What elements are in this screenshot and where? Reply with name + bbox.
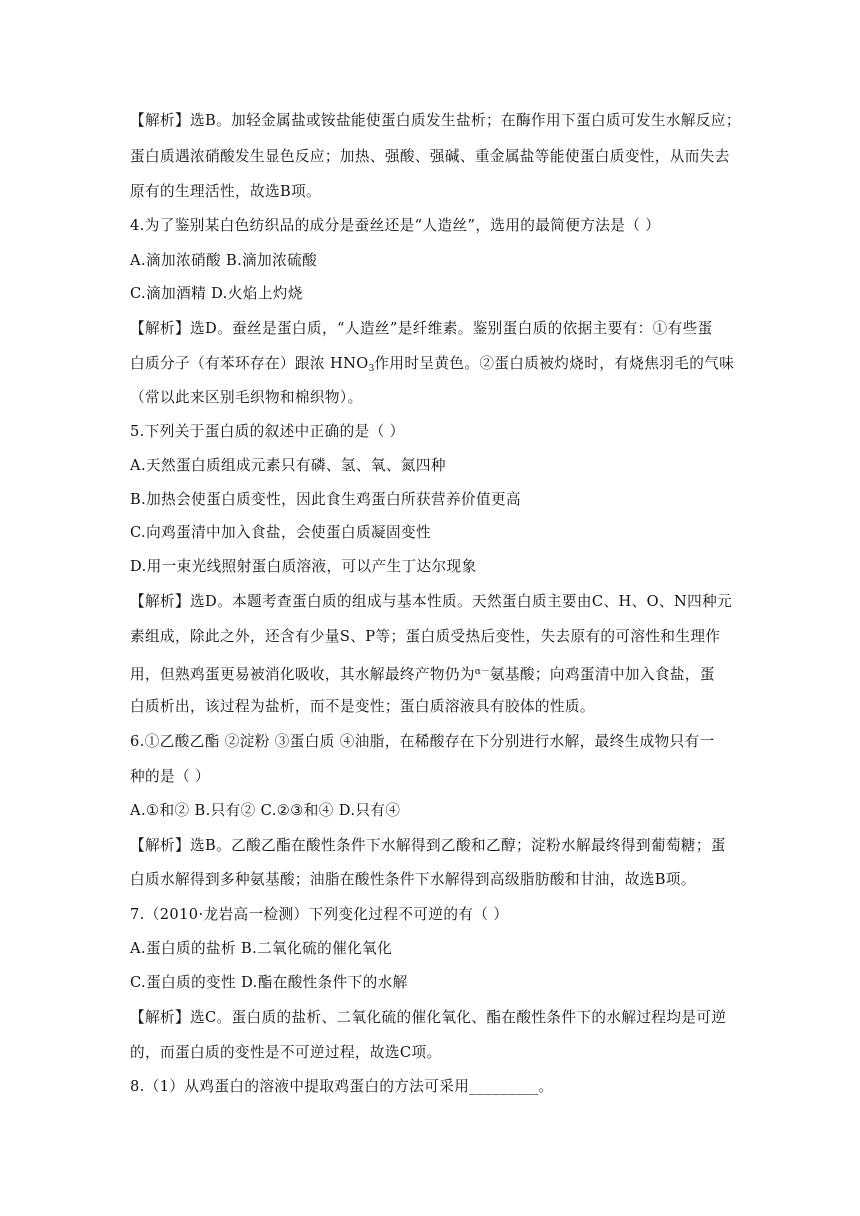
question-7-options-ab: A.蛋白质的盐析 B.二氧化硫的催化氧化 bbox=[130, 940, 393, 957]
analysis-q5-line-1: 【解析】选D。本题考查蛋白质的组成与基本性质。天然蛋白质主要由C、H、O、N四种元 bbox=[130, 593, 733, 610]
question-5-option-c: C.向鸡蛋清中加入食盐，会使蛋白质凝固变性 bbox=[130, 524, 431, 541]
text-segment: 作用时呈黄色。②蛋白质被灼烧时，有烧焦羽毛的气味 bbox=[374, 355, 735, 372]
question-7-options-cd: C.蛋白质的变性 D.酯在酸性条件下的水解 bbox=[130, 974, 408, 991]
question-5-option-b: B.加热会使蛋白质变性，因此食生鸡蛋白所获营养价值更高 bbox=[130, 491, 522, 508]
text-segment: 氨基酸；向鸡蛋清中加入食盐，蛋 bbox=[489, 666, 715, 683]
analysis-q4-line-2 bbox=[130, 354, 740, 379]
subscript: 3 bbox=[368, 364, 375, 374]
question-7-stem: 7.（2010·龙岩高一检测）下列变化过程不可逆的有（ ） bbox=[130, 906, 509, 923]
analysis-q6-line-1: 【解析】选B。乙酸乙酯在酸性条件下水解得到乙酸和乙醇；淀粉水解最终得到葡萄糖；蛋 bbox=[130, 837, 726, 854]
question-6-stem-line-2: 种的是（ ） bbox=[130, 768, 211, 785]
analysis-q3-line-3: 原有的生理活性，故选B项。 bbox=[130, 183, 322, 200]
analysis-q3-line-2: 蛋白质遇浓硝酸发生显色反应；加热、强酸、强碱、重金属盐等能使蛋白质变性，从而失去 bbox=[130, 148, 730, 165]
text-segment: 白质分子（有苯环存在）跟浓 HNO bbox=[130, 355, 369, 372]
analysis-q3-line-1: 【解析】选B。加轻金属盐或铵盐能使蛋白质发生盐析；在酶作用下蛋白质可发生水解反应； bbox=[130, 112, 741, 129]
analysis-q6-line-2: 白质水解得到多种氨基酸；油脂在酸性条件下水解得到高级脂肪酸和甘油，故选B项。 bbox=[130, 871, 696, 888]
question-4-options-cd: C.滴加酒精 D.火焰上灼烧 bbox=[130, 285, 303, 302]
question-4-options-ab: A.滴加浓硝酸 B.滴加浓硫酸 bbox=[130, 252, 318, 269]
analysis-q5-line-2: 素组成，除此之外，还含有少量S、P等；蛋白质受热后变性，失去原有的可溶性和生理作 bbox=[130, 628, 721, 645]
question-6-stem-line-1: 6.①乙酸乙酯 ②淀粉 ③蛋白质 ④油脂，在稀酸存在下分别进行水解，最终生成物只有一 bbox=[130, 733, 715, 750]
analysis-q5-line-3 bbox=[130, 662, 740, 685]
text-segment: 用，但熟鸡蛋更易被消化吸收，其水解最终产物仍为 bbox=[130, 666, 475, 683]
question-8-part-1: 8.（1）从鸡蛋白的溶液中提取鸡蛋白的方法可采用_________。 bbox=[130, 1078, 554, 1095]
analysis-q7-line-2: 的，而蛋白质的变性是不可逆过程，故选C项。 bbox=[130, 1044, 442, 1061]
question-5-option-d: D.用一束光线照射蛋白质溶液，可以产生丁达尔现象 bbox=[130, 558, 477, 575]
question-6-options: A.①和② B.只有② C.②③和④ D.只有④ bbox=[130, 802, 401, 819]
question-5-option-a: A.天然蛋白质组成元素只有磷、氢、氧、氮四种 bbox=[130, 457, 446, 474]
question-4-stem: 4.为了鉴别某白色纺织品的成分是蚕丝还是“人造丝”，选用的最简便方法是（ ） bbox=[130, 217, 661, 234]
analysis-q4-line-3: （常以此来区别毛织物和棉织物）。 bbox=[130, 389, 363, 406]
analysis-q4-line-1: 【解析】选D。蚕丝是蛋白质，“人造丝”是纤维素。鉴别蛋白质的依据主要有：①有些蛋 bbox=[130, 320, 713, 337]
analysis-q5-line-4: 白质析出，该过程为盐析，而不是变性；蛋白质溶液具有胶体的性质。 bbox=[130, 698, 595, 715]
analysis-q7-line-1: 【解析】选C。蛋白质的盐析、二氧化硫的催化氧化、酯在酸性条件下的水解过程均是可逆 bbox=[130, 1009, 727, 1026]
superscript: α－ bbox=[474, 667, 490, 677]
question-5-stem: 5.下列关于蛋白质的叙述中正确的是（ ） bbox=[130, 423, 405, 440]
